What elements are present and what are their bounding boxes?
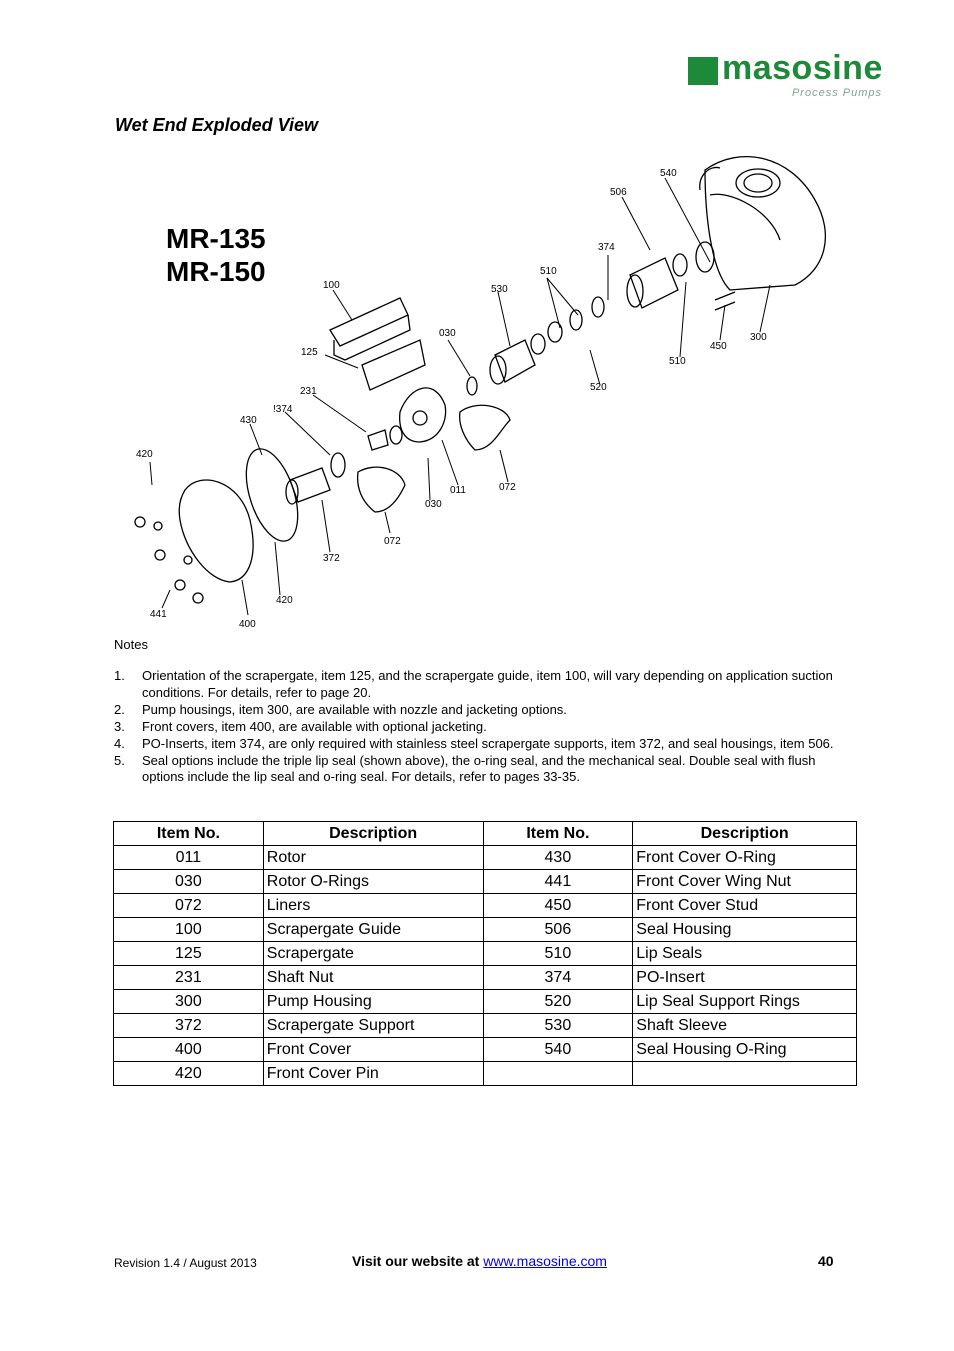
description-cell: Seal Housing (633, 918, 857, 942)
description-cell: Shaft Sleeve (633, 1014, 857, 1038)
callout-441: 441 (150, 609, 167, 620)
item-no-cell (483, 1062, 633, 1086)
note-text: Front covers, item 400, are available with optional jacketing. (142, 718, 487, 734)
footer-visit-text: Visit our website at (352, 1253, 480, 1269)
callout-030-top: 030 (439, 328, 456, 339)
description-cell: Front Cover O-Ring (633, 846, 857, 870)
description-cell: Seal Housing O-Ring (633, 1038, 857, 1062)
item-no-cell: 420 (114, 1062, 264, 1086)
description-cell: Pump Housing (263, 990, 483, 1014)
model-label-1: MR-135 (166, 223, 266, 254)
table-row (114, 918, 857, 942)
description-cell: Scrapergate (263, 942, 483, 966)
note-number: 4. (114, 735, 125, 751)
table-row (114, 1062, 857, 1086)
description-cell: Rotor (263, 846, 483, 870)
callout-520: 520 (590, 382, 607, 393)
callout-372: 372 (323, 553, 340, 564)
item-no-cell: 510 (483, 942, 633, 966)
masosine-logo (688, 49, 888, 103)
footer-website (352, 1253, 607, 1269)
item-no-cell: 400 (114, 1038, 264, 1062)
note-item (114, 753, 834, 786)
description-cell: Shaft Nut (263, 966, 483, 990)
table-row (114, 1038, 857, 1062)
description-cell: Scrapergate Support (263, 1014, 483, 1038)
table-row (114, 942, 857, 966)
description-cell: Lip Seals (633, 942, 857, 966)
table-row (114, 894, 857, 918)
note-item (114, 702, 834, 719)
callout-430: 430 (240, 415, 257, 426)
description-cell: Front Cover Wing Nut (633, 870, 857, 894)
item-no-cell: 506 (483, 918, 633, 942)
note-number: 1. (114, 668, 125, 683)
logo-mark-icon (688, 57, 718, 85)
model-label-2: MR-150 (166, 256, 266, 287)
callout-510-left: 510 (540, 266, 557, 277)
description-cell: Front Cover Stud (633, 894, 857, 918)
note-number: 5. (114, 752, 125, 768)
callout-420-bottom: 420 (276, 595, 293, 606)
item-no-cell: 430 (483, 846, 633, 870)
page-number: 40 (818, 1253, 834, 1269)
callout-374-top: 374 (598, 242, 615, 253)
note-number: 3. (114, 718, 125, 734)
item-no-cell: 374 (483, 966, 633, 990)
header-description: Description (633, 822, 857, 846)
callout-030-bottom: 030 (425, 499, 442, 510)
note-number: 2. (114, 701, 125, 717)
item-no-cell: 030 (114, 870, 264, 894)
header-description: Description (263, 822, 483, 846)
table-row (114, 966, 857, 990)
item-no-cell: 100 (114, 918, 264, 942)
callout-506: 506 (610, 187, 627, 198)
callout-231: 231 (300, 386, 317, 397)
callout-072-bottom: 072 (384, 536, 401, 547)
item-no-cell: 300 (114, 990, 264, 1014)
table-row (114, 870, 857, 894)
description-cell: PO-Insert (633, 966, 857, 990)
item-no-cell: 011 (114, 846, 264, 870)
callout-072-right: 072 (499, 482, 516, 493)
item-no-cell: 520 (483, 990, 633, 1014)
note-item (114, 736, 834, 753)
logo-brand: masosine (722, 49, 883, 87)
description-cell (633, 1062, 857, 1086)
item-no-cell: 540 (483, 1038, 633, 1062)
note-text: Pump housings, item 300, are available with nozzle and jacketing options. (142, 701, 567, 717)
description-cell: Scrapergate Guide (263, 918, 483, 942)
callout-125: 125 (301, 347, 318, 358)
callout-540: 540 (660, 168, 677, 179)
description-cell: Rotor O-Rings (263, 870, 483, 894)
exploded-view-diagram (130, 150, 830, 640)
table-row (114, 990, 857, 1014)
item-no-cell: 231 (114, 966, 264, 990)
callout-400: 400 (239, 619, 256, 630)
website-link[interactable]: www.masosine.com (483, 1253, 607, 1269)
note-item (114, 668, 834, 701)
item-no-cell: 072 (114, 894, 264, 918)
notes-heading: Notes (114, 637, 148, 652)
section-title: Wet End Exploded View (115, 115, 319, 135)
table-header-row (114, 822, 857, 846)
description-cell: Front Cover (263, 1038, 483, 1062)
item-no-cell: 125 (114, 942, 264, 966)
callout-300: 300 (750, 332, 767, 343)
callout-450: 450 (710, 341, 727, 352)
item-no-cell: 441 (483, 870, 633, 894)
callout-011: 011 (450, 485, 466, 496)
description-cell: Liners (263, 894, 483, 918)
note-text: Orientation of the scrapergate, item 125, and the scrapergate guide, item 100, will vary depending on application suction conditions. For details, refer to page 20. (142, 668, 833, 700)
table-row (114, 1014, 857, 1038)
note-text: Seal options include the triple lip seal (shown above), the o-ring seal, and the mechanical seal. Double seal with flush options include the lip seal and o-ring seal. For details, refer to pages 33-35. (142, 752, 816, 784)
item-no-cell: 530 (483, 1014, 633, 1038)
footer-revision: Revision 1.4 / August 2013 (114, 1256, 257, 1270)
callout-530: 530 (491, 284, 508, 295)
parts-table (113, 821, 857, 1086)
callout-100: 100 (323, 280, 340, 291)
item-no-cell: 372 (114, 1014, 264, 1038)
description-cell: Front Cover Pin (263, 1062, 483, 1086)
logo-tagline: Process Pumps (791, 87, 882, 99)
note-text: PO-Inserts, item 374, are only required with stainless steel scrapergate supports, item 372, and seal housings, item 506. (142, 735, 834, 751)
notes-list (114, 668, 834, 786)
header-item-no: Item No. (114, 822, 264, 846)
callout-510-right: 510 (669, 356, 686, 367)
description-cell: Lip Seal Support Rings (633, 990, 857, 1014)
table-row (114, 846, 857, 870)
header-item-no: Item No. (483, 822, 633, 846)
note-item (114, 719, 834, 736)
callout-420-left: 420 (136, 449, 153, 460)
callout-374-left: !374 (273, 404, 293, 415)
item-no-cell: 450 (483, 894, 633, 918)
